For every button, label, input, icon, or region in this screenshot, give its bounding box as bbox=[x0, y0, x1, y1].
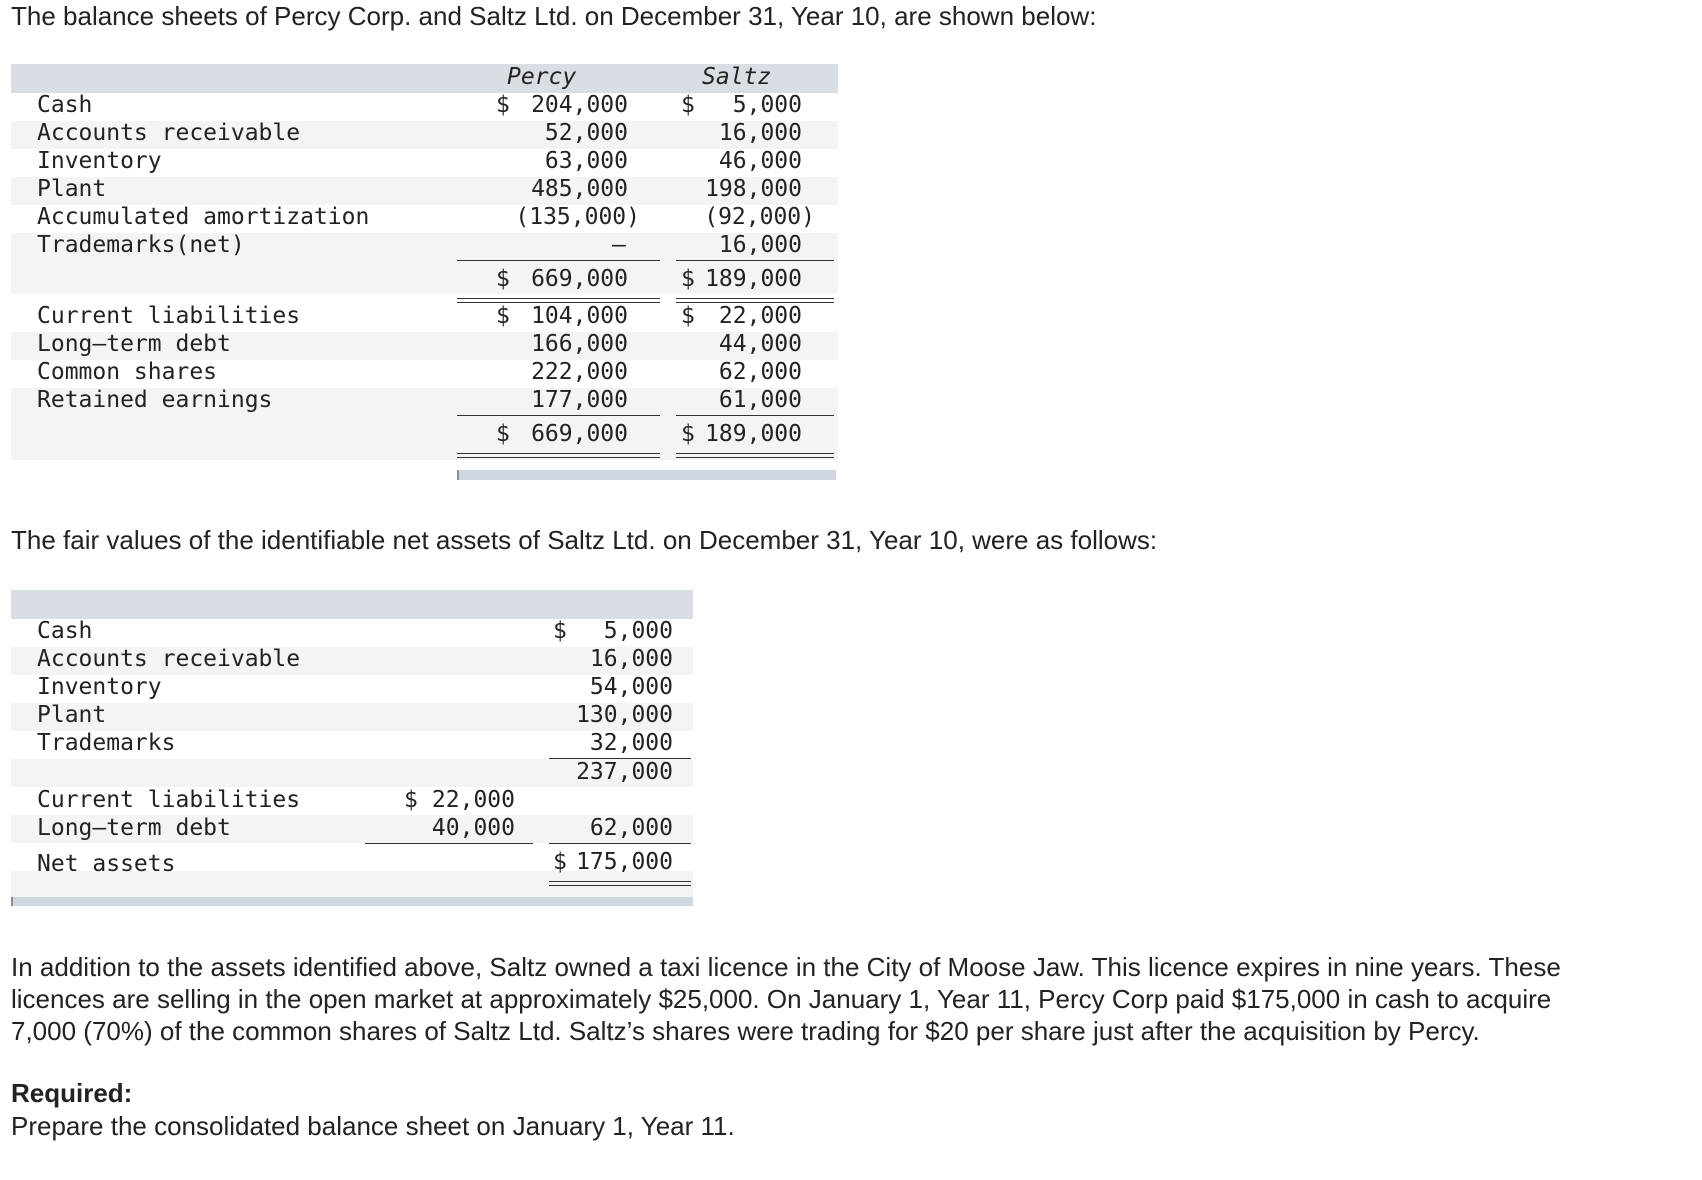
required-text: Prepare the consolidated balance sheet on January 1, Year 11. bbox=[11, 1111, 735, 1141]
subtotal-rule bbox=[676, 260, 834, 261]
percy-value: 52,000 bbox=[544, 120, 628, 146]
percy-value: 204,000 bbox=[531, 92, 628, 118]
fair-value-liability-total: 62,000 bbox=[589, 815, 673, 841]
row-label: Accumulated amortization bbox=[37, 204, 370, 230]
percy-value: (135,000) bbox=[515, 204, 640, 230]
dollar-sign: $ bbox=[404, 787, 418, 813]
fair-value: 32,000 bbox=[589, 730, 673, 756]
row-label: Inventory bbox=[37, 148, 162, 174]
liability-value: 22,000 bbox=[431, 787, 515, 813]
row-label: Long–term debt bbox=[37, 331, 231, 357]
percy-value: 222,000 bbox=[531, 359, 628, 385]
percy-value: 166,000 bbox=[531, 331, 628, 357]
dollar-sign: $ bbox=[496, 266, 510, 292]
intro-text: The balance sheets of Percy Corp. and Saltz Ltd. on December 31, Year 10, are shown below: bbox=[11, 1, 1097, 31]
dollar-sign: $ bbox=[496, 92, 510, 118]
required-heading: Required: bbox=[11, 1078, 133, 1108]
row-label: Long–term debt bbox=[37, 815, 231, 841]
dollar-sign: $ bbox=[553, 618, 567, 644]
subtotal-rule bbox=[365, 843, 533, 844]
column-header-percy: Percy bbox=[507, 64, 577, 90]
column-header-saltz: Saltz bbox=[702, 64, 772, 90]
percy-asset-total: 669,000 bbox=[531, 266, 628, 292]
saltz-value: 44,000 bbox=[718, 331, 802, 357]
saltz-value: (92,000) bbox=[704, 204, 815, 230]
table-header-band bbox=[11, 590, 693, 619]
row-label: Trademarks(net) bbox=[37, 232, 245, 258]
saltz-value: 22,000 bbox=[718, 303, 802, 329]
percy-value: 485,000 bbox=[531, 176, 628, 202]
subtotal-rule bbox=[457, 415, 660, 416]
saltz-asset-total: 189,000 bbox=[705, 266, 802, 292]
fair-value: 16,000 bbox=[589, 646, 673, 672]
subtotal-rule bbox=[457, 260, 660, 261]
percy-liability-total: 669,000 bbox=[531, 421, 628, 447]
dollar-sign: $ bbox=[681, 303, 695, 329]
total-double-rule bbox=[549, 881, 691, 886]
liability-value: 40,000 bbox=[431, 815, 515, 841]
subtotal-rule bbox=[676, 415, 834, 416]
row-label: Retained earnings bbox=[37, 387, 273, 413]
row-label: Common shares bbox=[37, 359, 218, 385]
dollar-sign: $ bbox=[681, 266, 695, 292]
row-label: Cash bbox=[37, 92, 93, 118]
row-label: Plant bbox=[37, 702, 107, 728]
saltz-value: 5,000 bbox=[732, 92, 802, 118]
subtotal-rule bbox=[549, 843, 691, 844]
table-footer-bar bbox=[457, 470, 836, 480]
fair-value-intro: The fair values of the identifiable net assets of Saltz Ltd. on December 31, Year 10, were as follows: bbox=[11, 525, 1158, 555]
dollar-sign: $ bbox=[496, 303, 510, 329]
text-line: In addition to the assets identified above, Saltz owned a taxi licence in the City of Moose Jaw. This licence expires in nine years. These bbox=[11, 952, 1561, 982]
row-label: Net assets bbox=[37, 851, 176, 877]
dollar-sign: $ bbox=[681, 421, 695, 447]
fair-value-asset-total: 237,000 bbox=[576, 759, 673, 785]
percy-value: 177,000 bbox=[531, 387, 628, 413]
saltz-value: 16,000 bbox=[718, 120, 802, 146]
saltz-value: 62,000 bbox=[718, 359, 802, 385]
fair-value: 130,000 bbox=[576, 702, 673, 728]
dollar-sign: $ bbox=[496, 421, 510, 447]
row-label: Plant bbox=[37, 176, 107, 202]
saltz-value: 46,000 bbox=[718, 148, 802, 174]
fair-value: 54,000 bbox=[589, 674, 673, 700]
text-line: licences are selling in the open market at approximately $25,000. On January 1, Year 11, Percy Corp paid $175,000 in cash to acquire bbox=[11, 984, 1552, 1014]
row-label: Accounts receivable bbox=[37, 646, 301, 672]
fair-value: 5,000 bbox=[603, 618, 673, 644]
net-assets-value: 175,000 bbox=[576, 849, 673, 875]
saltz-value: 61,000 bbox=[718, 387, 802, 413]
total-double-rule bbox=[457, 453, 660, 458]
total-double-rule bbox=[676, 453, 834, 458]
row-label: Current liabilities bbox=[37, 303, 301, 329]
dollar-sign: $ bbox=[681, 92, 695, 118]
percy-value: 63,000 bbox=[544, 148, 628, 174]
row-label: Inventory bbox=[37, 674, 162, 700]
table-footer-bar bbox=[11, 897, 693, 906]
text-line: 7,000 (70%) of the common shares of Saltz Ltd. Saltz’s shares were trading for $20 per share just after the acquisition by Percy. bbox=[11, 1016, 1480, 1046]
row-label: Trademarks bbox=[37, 730, 176, 756]
dollar-sign: $ bbox=[553, 849, 567, 875]
row-label: Cash bbox=[37, 618, 93, 644]
row-label: Accounts receivable bbox=[37, 120, 301, 146]
percy-value: 104,000 bbox=[531, 303, 628, 329]
saltz-value: 16,000 bbox=[718, 232, 802, 258]
saltz-value: 198,000 bbox=[705, 176, 802, 202]
row-label: Current liabilities bbox=[37, 787, 301, 813]
saltz-liability-total: 189,000 bbox=[705, 421, 802, 447]
additional-info-text bbox=[11, 951, 1561, 1047]
percy-value: – bbox=[612, 232, 626, 258]
